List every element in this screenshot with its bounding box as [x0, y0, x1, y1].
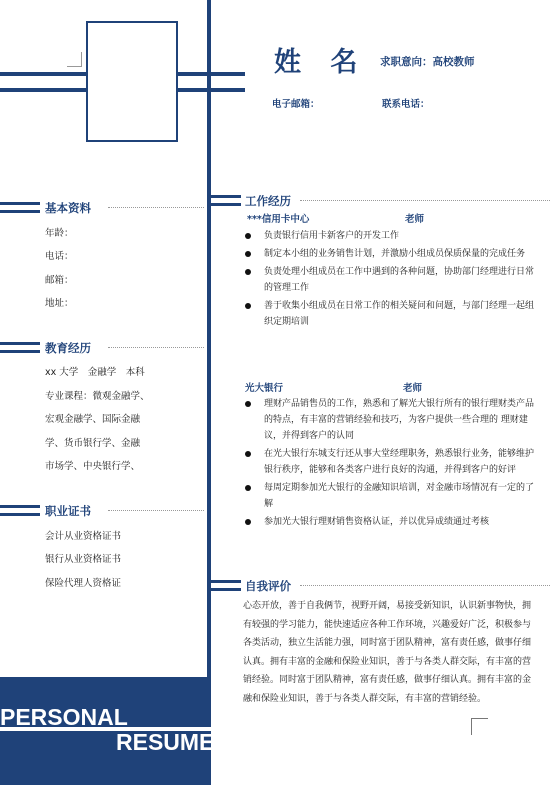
work-dots: [300, 200, 550, 201]
work-rule-b: [211, 203, 241, 206]
certs-dots: [108, 510, 204, 511]
bullet-item: 理财产品销售员的工作，熟悉和了解光大银行所有的银行理财类产品的特点，有丰富的营销经验和技巧，为客户提供一些合理的 理财建议，并得到客户的认同: [245, 396, 535, 444]
email-label: 电子邮箱：: [272, 99, 320, 110]
education-line: 宏观金融学、国际金融: [45, 414, 141, 425]
work-title: 工作经历: [245, 194, 291, 208]
footer-resume: RESUME: [116, 729, 215, 755]
education-dots: [108, 347, 204, 348]
crop-mark: [67, 52, 82, 67]
bullet-icon: [245, 303, 251, 309]
basic-phone: 电话：: [45, 251, 74, 262]
bullet-icon: [245, 485, 251, 491]
bullet-icon: [245, 269, 251, 275]
basic-address: 地址：: [45, 298, 74, 309]
education-line: 专业课程：微观金融学、: [45, 391, 150, 402]
resume-name: 姓 名: [274, 47, 368, 78]
bullet-item: 在光大银行东城支行还从事大堂经理职务，熟悉银行业务，能够维护银行秩序，能够和各类客户进行良好的沟通，并得到客户的好评: [245, 446, 535, 478]
education-line: xx 大学 金融学 本科: [45, 367, 145, 378]
bullet-icon: [245, 519, 251, 525]
job-company: ***信用卡中心: [247, 214, 310, 225]
job-bullets: [245, 228, 535, 332]
bullet-icon: [245, 451, 251, 457]
photo-frame: [86, 21, 178, 142]
cert-rule-a: [0, 505, 40, 508]
cert-item: 会计从业资格证书: [45, 531, 122, 542]
self-rule-b: [211, 588, 241, 591]
basic-title: 基本资料: [45, 201, 91, 215]
vertical-divider: [207, 0, 211, 785]
bullet-item: 每周定期参加光大银行的金融知识培训，对金融市场情况有一定的了解: [245, 480, 535, 512]
job-bullets: [245, 396, 535, 532]
header-rule-3: [211, 72, 245, 76]
self-title: 自我评价: [245, 579, 291, 593]
basic-rule-b: [0, 210, 40, 213]
job-role: 老师: [405, 214, 425, 225]
bullet-item: 制定本小组的业务销售计划，并激励小组成员保质保量的完成任务: [245, 246, 535, 262]
education-title: 教育经历: [45, 341, 91, 355]
cert-rule-b: [0, 513, 40, 516]
edu-rule-b: [0, 350, 40, 353]
bullet-item: 善于收集小组成员在日常工作的相关疑问和问题，与部门经理一起组织定期培训: [245, 298, 535, 330]
basic-age: 年龄：: [45, 228, 74, 239]
education-line: 学、货币银行学、金融: [45, 438, 141, 449]
job-intent: 求职意向：高校教师: [380, 56, 475, 68]
certs-title: 职业证书: [45, 504, 91, 518]
bullet-item: 参加光大银行理财销售资格认证，并以优异成绩通过考核: [245, 514, 535, 530]
bullet-item: 负责处理小组成员在工作中遇到的各种问题，协助部门经理进行日常的管理工作: [245, 264, 535, 296]
job-role: 老师: [403, 383, 423, 394]
basic-rule-a: [0, 202, 40, 205]
footer-personal: PERSONAL: [0, 704, 128, 730]
cert-item: 保险代理人资格证: [45, 578, 122, 589]
header-rule-4: [211, 88, 245, 92]
work-rule-a: [211, 195, 241, 198]
phone-label: 联系电话：: [382, 99, 430, 110]
basic-dots: [108, 207, 204, 208]
self-rule-a: [211, 580, 241, 583]
job-company: 光大银行: [245, 383, 284, 394]
basic-email: 邮箱：: [45, 275, 74, 286]
bullet-icon: [245, 251, 251, 257]
bullet-item: 负责银行信用卡新客户的开发工作: [245, 228, 535, 244]
edu-rule-a: [0, 342, 40, 345]
education-line: 市场学、中央银行学、: [45, 461, 141, 472]
crop-mark: [471, 718, 488, 735]
cert-item: 银行从业资格证书: [45, 554, 122, 565]
bullet-icon: [245, 401, 251, 407]
bullet-icon: [245, 233, 251, 239]
self-text: 心态开放，善于自我俩节，视野开阔，易接受新知识，认识新事物快，拥有较强的学习能力，能快速适应各种工作环境，兴趣爱好广泛，积极参与各类活动，独立生活能力强，同时富于团队精神，富有责任感，做事仔细认真。拥有丰富的金融和保险业知识，善于与各类人群交际，有丰富的营销经验。同时富于团队精神，富有责任感，做事仔细认真。拥有丰富的金融和保险业知识，善于与各类人群交际，有丰富的营销经验。: [243, 601, 532, 704]
self-dots: [300, 585, 550, 586]
